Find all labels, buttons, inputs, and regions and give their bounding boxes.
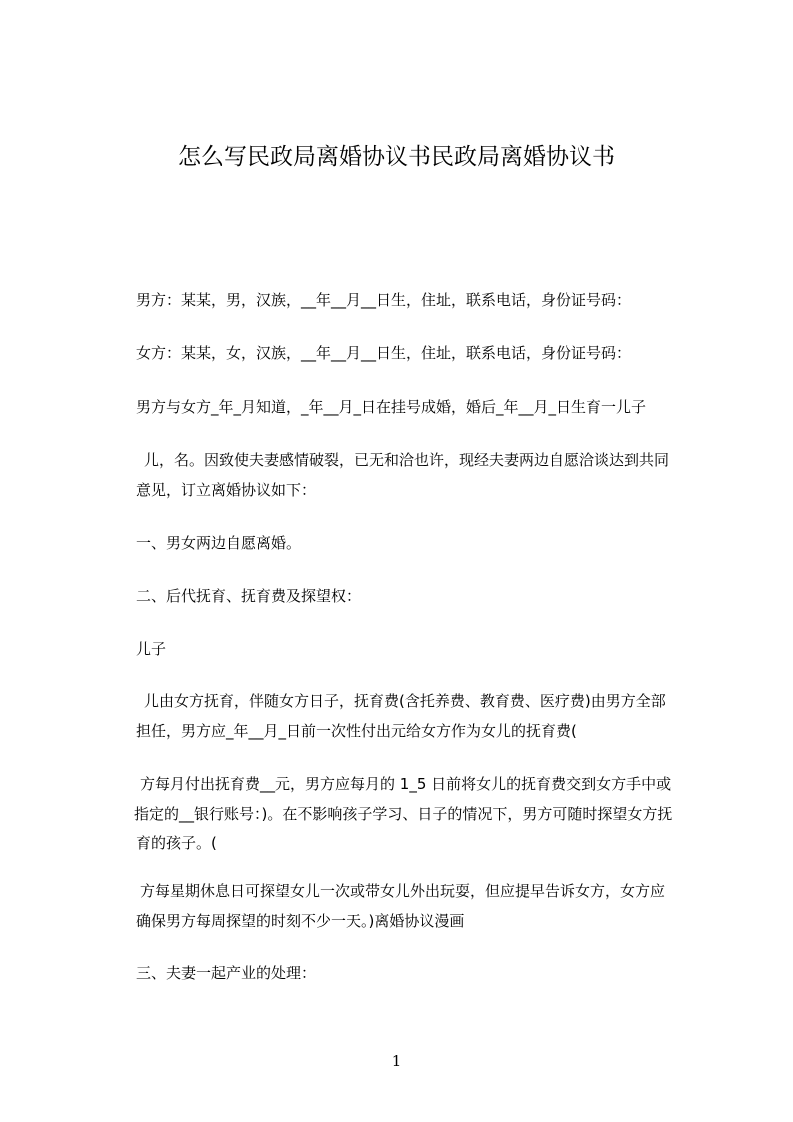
page-number: 1 — [391, 1052, 402, 1070]
paragraph-son: 儿子 — [136, 640, 167, 658]
clause-one: 一、男女两边自愿离婚。 — [136, 534, 302, 552]
paragraph-marriage-info: 男方与女方_年_月知道，_年__月_日在挂号成婚，婚后_年__月_日生育一儿子 — [136, 398, 647, 416]
paragraph-husband-info: 男方：某某，男，汉族，__年__月__日生，住址，联系电话，身份证号码： — [136, 291, 632, 309]
paragraph-custody-line2: 担任，男方应_年__月_日前一次性付出元给女方作为女儿的抚育费( — [136, 722, 577, 740]
paragraph-custody-line1: 儿由女方抚育，伴随女方日子，抚育费(含托养费、教育费、医疗费)由男方全部 — [144, 692, 666, 710]
clause-two-heading: 二、后代抚育、抚育费及探望权： — [136, 587, 362, 605]
paragraph-support-line1: 方每月付出抚育费__元，男方应每月的 1_5 日前将女儿的抚育费交到女方手中或 — [140, 775, 672, 793]
paragraph-visitation-line1: 方每星期休息日可探望女儿一次或带女儿外出玩耍，但应提早告诉女方，女方应 — [140, 882, 666, 900]
document-title: 怎么写民政局离婚协议书民政局离婚协议书 — [178, 144, 615, 170]
paragraph-reason-line1: 儿，名。因致使夫妻感情破裂，已无和洽也许，现经夫妻两边自愿洽谈达到共同 — [144, 451, 670, 469]
paragraph-support-line3: 育的孩子。( — [136, 834, 217, 852]
paragraph-visitation-line2: 确保男方每周探望的时刻不少一天。)离婚协议漫画 — [136, 912, 465, 930]
paragraph-support-line2: 指定的__银行账号：)。在不影响孩子学习、日子的情况下，男方可随时探望女方抚 — [134, 805, 673, 823]
clause-three-heading: 三、夫妻一起产业的处理： — [136, 964, 317, 982]
paragraph-wife-info: 女方：某某，女，汉族，__年__月__日生，住址，联系电话，身份证号码： — [136, 344, 632, 362]
paragraph-reason-line2: 意见，订立离婚协议如下： — [136, 481, 317, 499]
